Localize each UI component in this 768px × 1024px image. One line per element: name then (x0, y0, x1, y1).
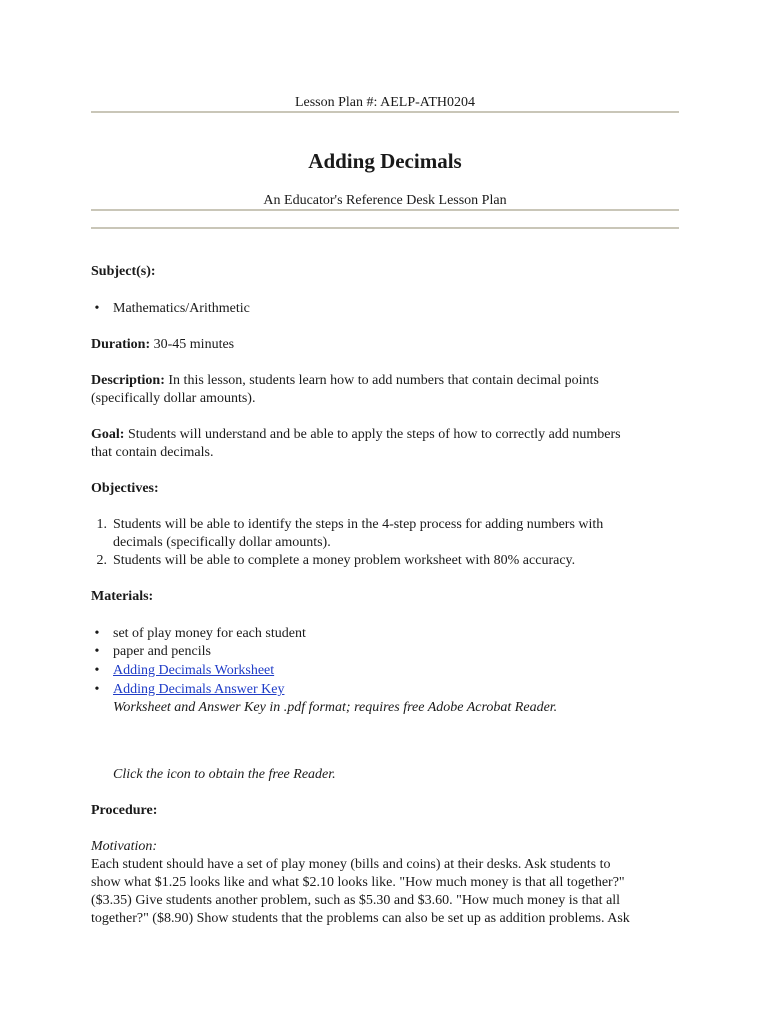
motivation-label: Motivation: (91, 839, 158, 854)
objective-number: 1. (96, 517, 107, 532)
subject-item: Mathematics/Arithmetic (113, 301, 250, 316)
list-item (94, 300, 250, 318)
list-item (94, 662, 275, 680)
motivation-heading (91, 838, 681, 856)
procedure-line: show what $1.25 looks like and what $2.10 looks like. "How much money is that all together?" (91, 875, 625, 890)
pdf-format-note: Worksheet and Answer Key in .pdf format; requires free Adobe Acrobat Reader. (113, 700, 558, 715)
answer-key-link[interactable]: Adding Decimals Answer Key (113, 682, 285, 697)
goal-text-line2: that contain decimals. (91, 445, 214, 460)
procedure-paragraph (91, 856, 681, 928)
objectives-heading (91, 480, 681, 498)
materials-label: Materials: (91, 589, 154, 604)
list-item (94, 681, 285, 699)
worksheet-link[interactable]: Adding Decimals Worksheet (113, 663, 275, 678)
list-item (94, 625, 306, 643)
description-label: Description: (91, 373, 165, 388)
header-rule (91, 111, 679, 113)
objective-text-line1: Students will be able to complete a money problem worksheet with 80% accuracy. (113, 553, 576, 568)
objectives-label: Objectives: (91, 481, 159, 496)
description-text-line2: (specifically dollar amounts). (91, 391, 256, 406)
bullet-icon: • (94, 644, 100, 659)
objective-number: 2. (96, 553, 107, 568)
procedure-line: together?" ($8.90) Show students that the problems can also be set up as addition problems. Ask (91, 911, 630, 926)
subjects-heading (91, 263, 681, 281)
page-title: Adding Decimals (308, 149, 462, 173)
page-subtitle: An Educator's Reference Desk Lesson Plan (263, 193, 507, 208)
bullet-icon: • (94, 301, 100, 316)
subjects-label: Subject(s): (91, 264, 156, 279)
reader-note (113, 766, 336, 784)
objective-text-line1: Students will be able to identify the steps in the 4-step process for adding numbers with (113, 517, 604, 532)
description-text-line1: In this lesson, students learn how to add numbers that contain decimal points (168, 373, 599, 388)
goal-text-line1: Students will understand and be able to apply the steps of how to correctly add numbers (127, 427, 621, 442)
procedure-label: Procedure: (91, 803, 158, 818)
bullet-icon: • (94, 663, 100, 678)
material-item: paper and pencils (113, 644, 211, 659)
list-item (96, 516, 673, 552)
materials-heading (91, 588, 681, 606)
procedure-heading (91, 802, 681, 820)
lesson-number: Lesson Plan #: AELP-ATH0204 (294, 95, 476, 110)
duration-paragraph (91, 336, 681, 354)
goal-label: Goal: (91, 427, 125, 442)
goal-paragraph (91, 426, 681, 462)
duration-label: Duration: (91, 337, 151, 352)
list-item (96, 552, 673, 570)
materials-note (113, 699, 557, 717)
reader-icon-note: Click the icon to obtain the free Reader. (113, 767, 336, 782)
procedure-line: Each student should have a set of play money (bills and coins) at their desks. Ask students to (91, 857, 611, 872)
description-paragraph (91, 372, 681, 408)
material-item: set of play money for each student (113, 626, 306, 641)
list-item (94, 643, 211, 661)
subtitle-rule-2 (91, 227, 679, 229)
procedure-line: ($3.35) Give students another problem, such as $5.30 and $3.60. "How much money is that all (91, 893, 621, 908)
subtitle-rule-1 (91, 209, 679, 211)
bullet-icon: • (94, 626, 100, 641)
objective-text-line2: decimals (specifically dollar amounts). (113, 535, 331, 550)
duration-value: 30-45 minutes (153, 337, 235, 352)
bullet-icon: • (94, 682, 100, 697)
